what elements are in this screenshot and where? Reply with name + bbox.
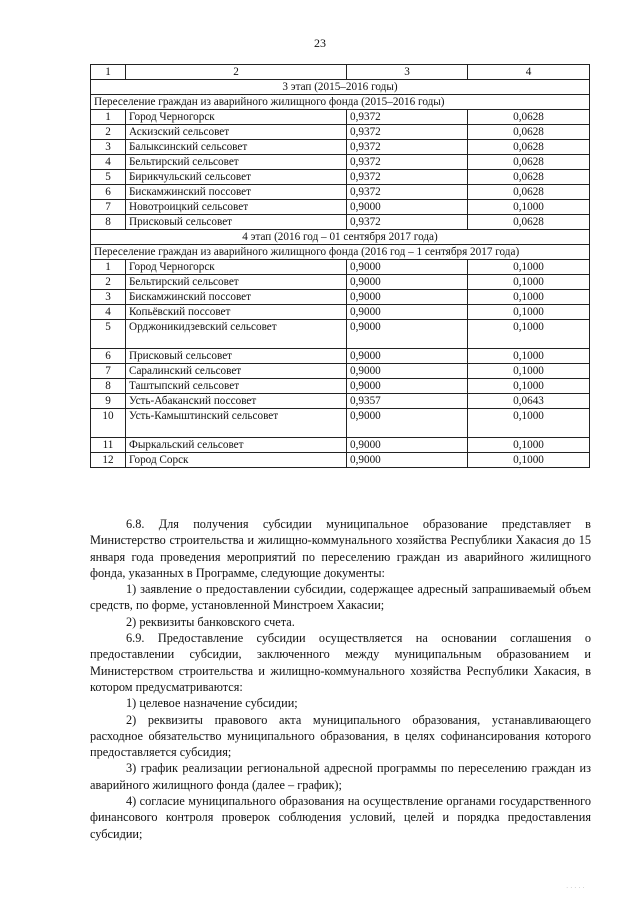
subsidy-table-body (91, 65, 590, 468)
municipal-share: 0,1000 (468, 200, 590, 215)
regional-share: 0,9372 (347, 155, 468, 170)
table-row (91, 170, 590, 185)
table-row (91, 200, 590, 215)
column-number-4: 4 (468, 65, 590, 80)
row-number: 1 (91, 260, 126, 275)
row-number: 5 (91, 170, 126, 185)
regional-share: 0,9000 (347, 349, 468, 364)
municipal-share: 0,0628 (468, 155, 590, 170)
paragraph: 1) заявление о предоставлении субсидии, содержащее адресный запрашиваемый объем средств, по форме, установленной Минстроем Хакасии; (90, 582, 591, 613)
municipality-name: Город Черногорск (126, 110, 347, 125)
municipality-name: Бельтирский сельсовет (126, 155, 347, 170)
column-number-1: 1 (91, 65, 126, 80)
subsidy-table (90, 64, 590, 468)
municipality-name: Бирикчульский сельсовет (126, 170, 347, 185)
municipality-name: Присковый сельсовет (126, 349, 347, 364)
regional-share: 0,9000 (347, 438, 468, 453)
table-row (91, 438, 590, 453)
table-row (91, 453, 590, 468)
table-row (91, 305, 590, 320)
municipality-name: Орджоникидзевский сельсовет (126, 320, 347, 349)
paragraph: 4) согласие муниципального образования на осуществление органами государственного финансового контроля проверок соблюдения условий, целей и порядка предоставления субсидии; (90, 794, 591, 841)
municipal-share: 0,0628 (468, 215, 590, 230)
column-number-row (91, 65, 590, 80)
row-number: 4 (91, 305, 126, 320)
table-row (91, 215, 590, 230)
municipality-name: Бельтирский сельсовет (126, 275, 347, 290)
municipality-name: Усть-Абаканский поссовет (126, 394, 347, 409)
regional-share: 0,9372 (347, 185, 468, 200)
paragraph: 6.8. Для получения субсидии муниципальное образование представляет в Министерство строительства и жилищно-коммунального хозяйства Республики Хакасия до 15 января года проведения мероприятий по переселению граждан из аварийного жилищного фонда, указанных в Программе, следующие документы: (90, 517, 591, 580)
row-number: 8 (91, 379, 126, 394)
row-number: 3 (91, 290, 126, 305)
row-number: 3 (91, 140, 126, 155)
row-number: 12 (91, 453, 126, 468)
row-number: 2 (91, 275, 126, 290)
municipal-share: 0,1000 (468, 379, 590, 394)
row-number: 2 (91, 125, 126, 140)
municipality-name: Копьёвский поссовет (126, 305, 347, 320)
paragraph: 2) реквизиты банковского счета. (126, 614, 295, 629)
municipal-share: 0,1000 (468, 364, 590, 379)
row-number: 11 (91, 438, 126, 453)
table-row (91, 125, 590, 140)
table-row (91, 349, 590, 364)
municipality-name: Город Сорск (126, 453, 347, 468)
paragraph: 3) график реализации региональной адресной программы по переселению граждан из аварийного жилищного фонда (далее – график); (90, 761, 591, 792)
column-number-3: 3 (347, 65, 468, 80)
stage4-subtitle-row (91, 245, 590, 260)
municipal-share: 0,0628 (468, 125, 590, 140)
row-number: 6 (91, 185, 126, 200)
regional-share: 0,9372 (347, 170, 468, 185)
table-row (91, 364, 590, 379)
table-row (91, 155, 590, 170)
municipal-share: 0,0628 (468, 140, 590, 155)
page-number: 23 (314, 36, 326, 50)
municipal-share: 0,0628 (468, 185, 590, 200)
row-number: 7 (91, 364, 126, 379)
stage-subtitle: Переселение граждан из аварийного жилищного фонда (2016 год – 1 сентября 2017 года) (91, 245, 590, 260)
row-number: 10 (91, 409, 126, 438)
municipal-share: 0,0643 (468, 394, 590, 409)
regional-share: 0,9372 (347, 215, 468, 230)
stage-title: 3 этап (2015–2016 годы) (91, 80, 590, 95)
regional-share: 0,9000 (347, 200, 468, 215)
municipal-share: 0,1000 (468, 453, 590, 468)
municipality-name: Присковый сельсовет (126, 215, 347, 230)
municipal-share: 0,1000 (468, 260, 590, 275)
regional-share: 0,9000 (347, 275, 468, 290)
table-row (91, 110, 590, 125)
regional-share: 0,9000 (347, 453, 468, 468)
regional-share: 0,9000 (347, 409, 468, 438)
municipal-share: 0,1000 (468, 320, 590, 349)
row-number: 8 (91, 215, 126, 230)
row-number: 5 (91, 320, 126, 349)
table-row (91, 320, 590, 349)
municipality-name: Город Черногорск (126, 260, 347, 275)
row-number: 4 (91, 155, 126, 170)
row-number: 7 (91, 200, 126, 215)
table-row (91, 290, 590, 305)
regional-share: 0,9000 (347, 379, 468, 394)
municipality-name: Таштыпский сельсовет (126, 379, 347, 394)
column-number-2: 2 (126, 65, 347, 80)
municipal-share: 0,1000 (468, 290, 590, 305)
stage-title: 4 этап (2016 год – 01 сентября 2017 года) (91, 230, 590, 245)
row-number: 9 (91, 394, 126, 409)
regional-share: 0,9372 (347, 140, 468, 155)
scan-mark: · · · · · (566, 884, 585, 892)
municipal-share: 0,1000 (468, 275, 590, 290)
row-number: 6 (91, 349, 126, 364)
regional-share: 0,9000 (347, 320, 468, 349)
municipal-share: 0,1000 (468, 409, 590, 438)
municipality-name: Саралинский сельсовет (126, 364, 347, 379)
table-row (91, 140, 590, 155)
regional-share: 0,9000 (347, 305, 468, 320)
municipality-name: Новотроицкий сельсовет (126, 200, 347, 215)
municipal-share: 0,1000 (468, 349, 590, 364)
regional-share: 0,9372 (347, 110, 468, 125)
stage3-subtitle-row (91, 95, 590, 110)
paragraph: 1) целевое назначение субсидии; (126, 696, 298, 711)
regional-share: 0,9372 (347, 125, 468, 140)
regional-share: 0,9000 (347, 290, 468, 305)
stage-subtitle: Переселение граждан из аварийного жилищного фонда (2015–2016 годы) (91, 95, 590, 110)
municipal-share: 0,1000 (468, 438, 590, 453)
table-row (91, 394, 590, 409)
table-row (91, 275, 590, 290)
municipality-name: Фыркальский сельсовет (126, 438, 347, 453)
stage3-title-row (91, 80, 590, 95)
municipal-share: 0,0628 (468, 170, 590, 185)
paragraph: 6.9. Предоставление субсидии осуществляется на основании соглашения о предоставлении субсидии, заключенного между муниципальным образованием и Министерством строительства и жилищно-коммунального хозяйства Республики Хакасия, в котором предусматриваются: (90, 631, 591, 694)
municipality-name: Бискамжинский поссовет (126, 290, 347, 305)
municipal-share: 0,0628 (468, 110, 590, 125)
table-row (91, 409, 590, 438)
table-row (91, 185, 590, 200)
table-row (91, 379, 590, 394)
stage4-title-row (91, 230, 590, 245)
municipality-name: Бискамжинский поссовет (126, 185, 347, 200)
municipality-name: Усть-Камыштинский сельсовет (126, 409, 347, 438)
regional-share: 0,9357 (347, 394, 468, 409)
municipality-name: Аскизский сельсовет (126, 125, 347, 140)
municipal-share: 0,1000 (468, 305, 590, 320)
municipality-name: Балыксинский сельсовет (126, 140, 347, 155)
row-number: 1 (91, 110, 126, 125)
regional-share: 0,9000 (347, 364, 468, 379)
body-text (90, 516, 591, 842)
table-row (91, 260, 590, 275)
regional-share: 0,9000 (347, 260, 468, 275)
paragraph: 2) реквизиты правового акта муниципального образования, устанавливающего расходное обязательство муниципального образования, в целях софинансирования которого предоставляется субсидия; (90, 712, 591, 760)
